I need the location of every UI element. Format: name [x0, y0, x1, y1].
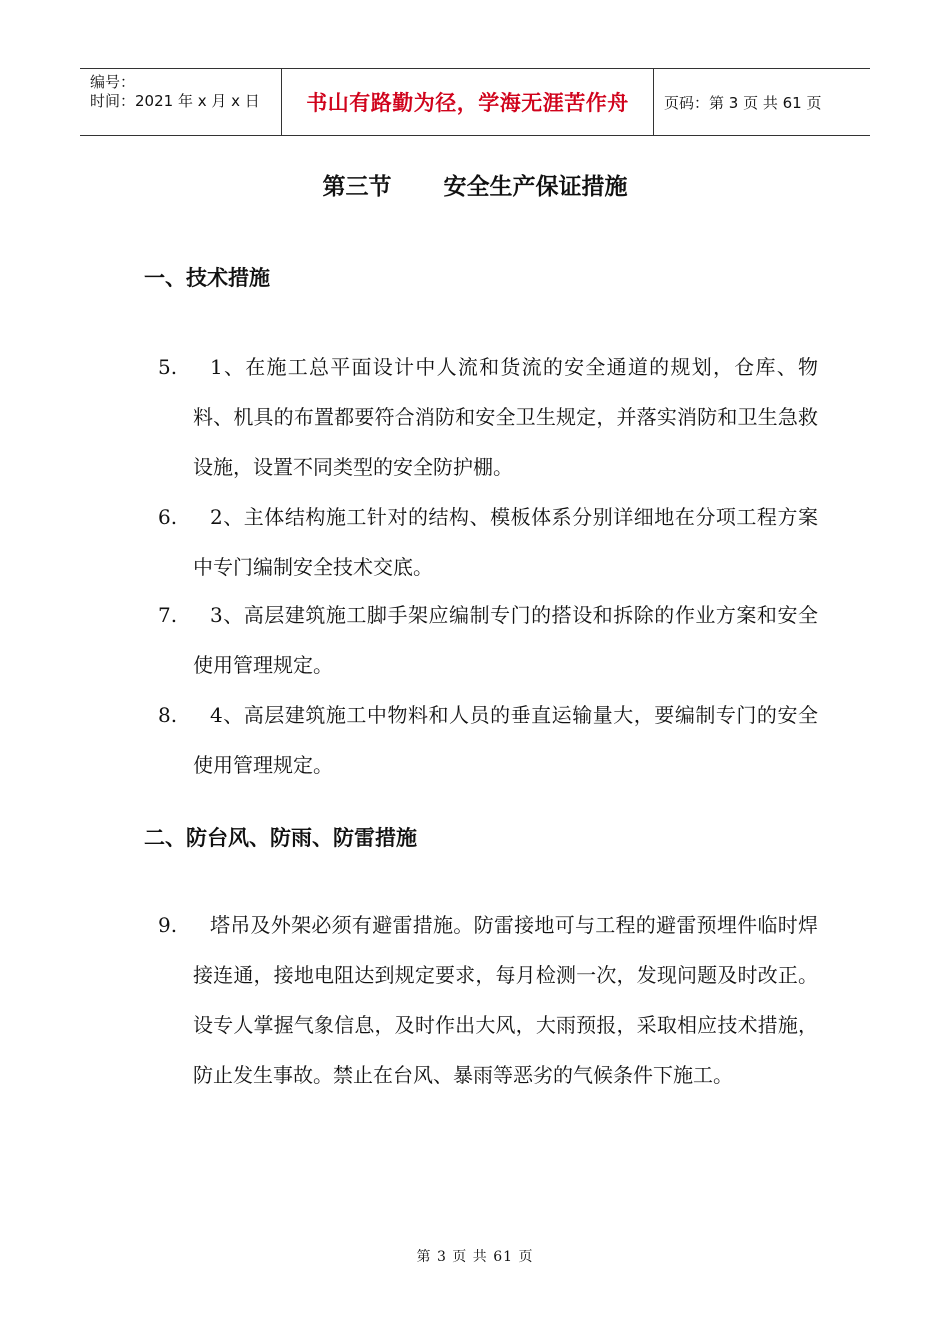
page-header — [80, 68, 870, 136]
list-item-number: 8. — [158, 703, 178, 727]
date-label: 时间：2021 年 x 月 x 日 — [90, 92, 260, 110]
list-item — [158, 342, 818, 492]
list-item-text: 塔吊及外架必须有避雷措施。防雷接地可与工程的避雷预埋件临时焊接连通，接地电阻达到规定要求，每月检测一次，发现问题及时改正。设专人掌握气象信息，及时作出大风，大雨预报，采取相应技术措施，防止发生事故。禁止在台风、暴雨等恶劣的气候条件下施工。 — [193, 913, 818, 1087]
list-item-text: 3、高层建筑施工脚手架应编制专门的搭设和拆除的作业方案和安全使用管理规定。 — [193, 603, 818, 677]
title-text: 安全生产保证措施 — [443, 174, 628, 200]
list-item-number: 5. — [158, 355, 178, 379]
page-title — [0, 168, 950, 201]
list-item — [158, 690, 818, 790]
header-meta — [80, 69, 282, 135]
list-item-number: 6. — [158, 505, 178, 529]
list-item — [158, 492, 818, 592]
list-item-number: 7. — [158, 603, 178, 627]
list-item — [158, 590, 818, 690]
number-label: 编号： — [90, 73, 136, 91]
list-item-text: 2、主体结构施工针对的结构、模板体系分别详细地在分项工程方案中专门编制安全技术交底。 — [193, 505, 818, 579]
header-motto: 书山有路勤为径，学海无涯苦作舟 — [282, 69, 654, 135]
list-item-number: 9. — [158, 913, 178, 937]
list-item-text: 1、在施工总平面设计中人流和货流的安全通道的规划，仓库、物料、机具的布置都要符合消防和安全卫生规定，并落实消防和卫生急救设施，设置不同类型的安全防护棚。 — [193, 355, 818, 479]
section-heading-weather: 二、防台风、防雨、防雷措施 — [144, 826, 417, 850]
title-section-number: 第三节 — [322, 174, 392, 200]
list-item-text: 4、高层建筑施工中物料和人员的垂直运输量大，要编制专门的安全使用管理规定。 — [193, 703, 818, 777]
section-heading-technical: 一、技术措施 — [144, 266, 270, 290]
page-footer: 第 3 页 共 61 页 — [416, 1249, 534, 1265]
list-item — [158, 900, 818, 1100]
header-page-info: 页码：第 3 页 共 61 页 — [664, 93, 822, 112]
